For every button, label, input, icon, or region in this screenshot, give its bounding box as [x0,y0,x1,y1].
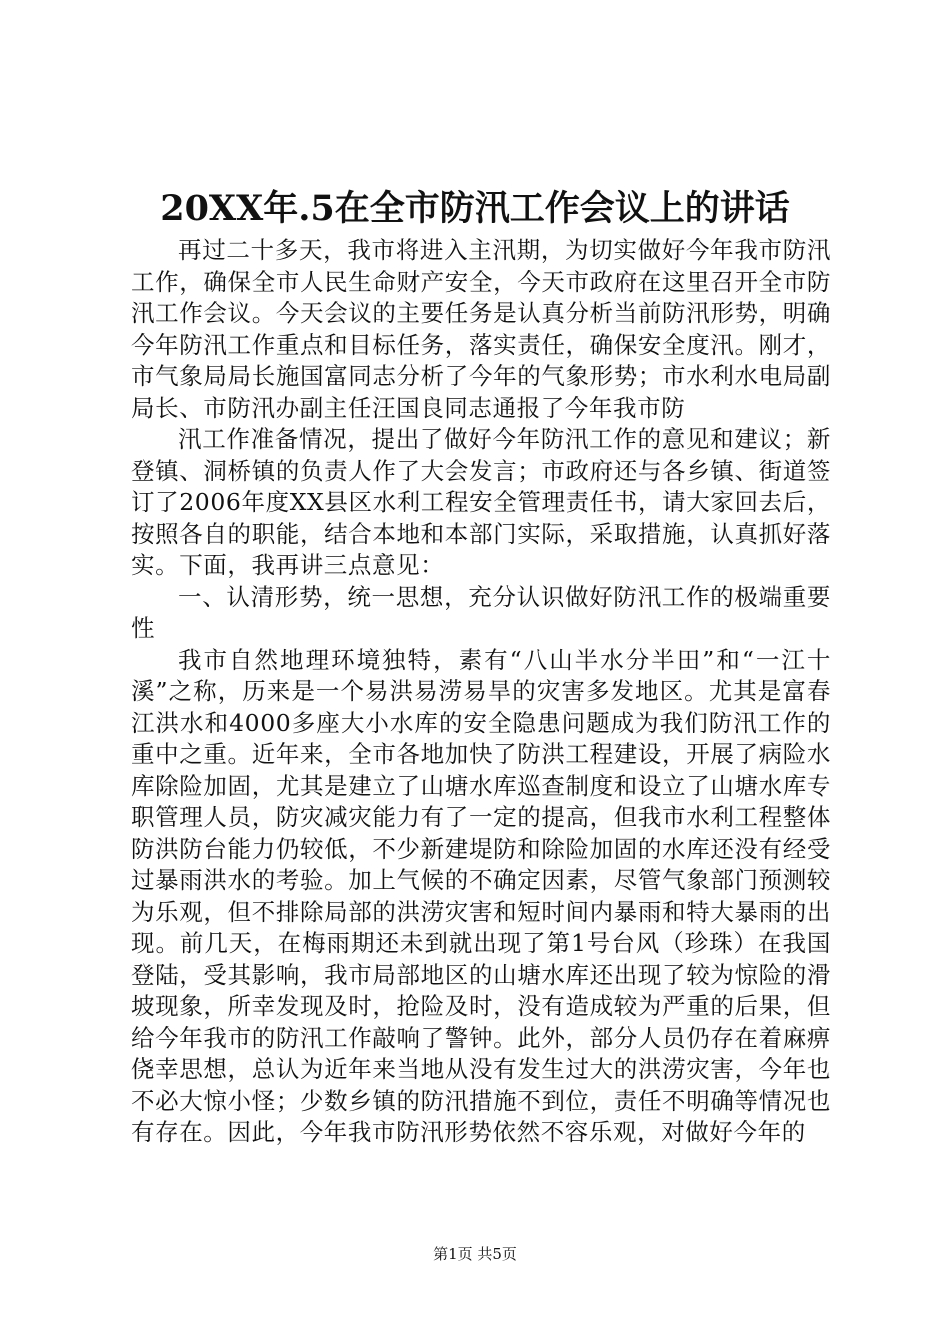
page-footer: 第1页 共5页 [433,1245,517,1263]
document-body [131,235,831,1149]
paragraph-preparation: 汛工作准备情况，提出了做好今年防汛工作的意见和建议；新登镇、洞桥镇的负责人作了大会发言；市政府还与各乡镇、街道签订了2006年度XX县区水利工程安全管理责任书，请大家回去后，按照各自的职能，结合本地和本部门实际，采取措施，认真抓好落实。下面，我再讲三点意见： [131,425,831,579]
paragraph-intro: 再过二十多天，我市将进入主汛期，为切实做好今年我市防汛工作，确保全市人民生命财产安全，今天市政府在这里召开全市防汛工作会议。今天会议的主要任务是认真分析当前防汛形势，明确今年防汛工作重点和目标任务，落实责任，确保安全度汛。刚才，市气象局局长施国富同志分析了今年的气象形势；市水利水电局副局长、市防汛办副主任汪国良同志通报了今年我市防 [131,236,831,422]
section-heading-one: 一、认清形势，统一思想，充分认识做好防汛工作的极端重要性 [131,582,831,642]
paragraph-situation: 我市自然地理环境独特，素有“八山半水分半田”和“一江十溪”之称，历来是一个易洪易涝易旱的灾害多发地区。尤其是富春江洪水和4000多座大小水库的安全隐患问题成为我们防汛工作的重中之重。近年来，全市各地加快了防洪工程建设，开展了病险水库除险加固，尤其是建立了山塘水库巡查制度和设立了山塘水库专职管理人员，防灾减灾能力有了一定的提高，但我市水利工程整体防洪防台能力仍较低，不少新建堤防和除险加固的水库还没有经受过暴雨洪水的考验。加上气候的不确定因素，尽管气象部门预测较为乐观，但不排除局部的洪涝灾害和短时间内暴雨和特大暴雨的出现。前几天，在梅雨期还未到就出现了第1号台风（珍珠）在我国登陆，受其影响，我市局部地区的山塘水库还出现了较为惊险的滑坡现象，所幸发现及时，抢险及时，没有造成较为严重的后果，但给今年我市的防汛工作敲响了警钟。此外，部分人员仍存在着麻痹侥幸思想，总认为近年来当地从没有发生过大的洪涝灾害，今年也不必大惊小怪；少数乡镇的防汛措施不到位，责任不明确等情况也有存在。因此，今年我市防汛形势依然不容乐观，对做好今年的 [131,645,831,1146]
document-title: 20XX年.5在全市防汛工作会议上的讲话 [160,188,790,229]
